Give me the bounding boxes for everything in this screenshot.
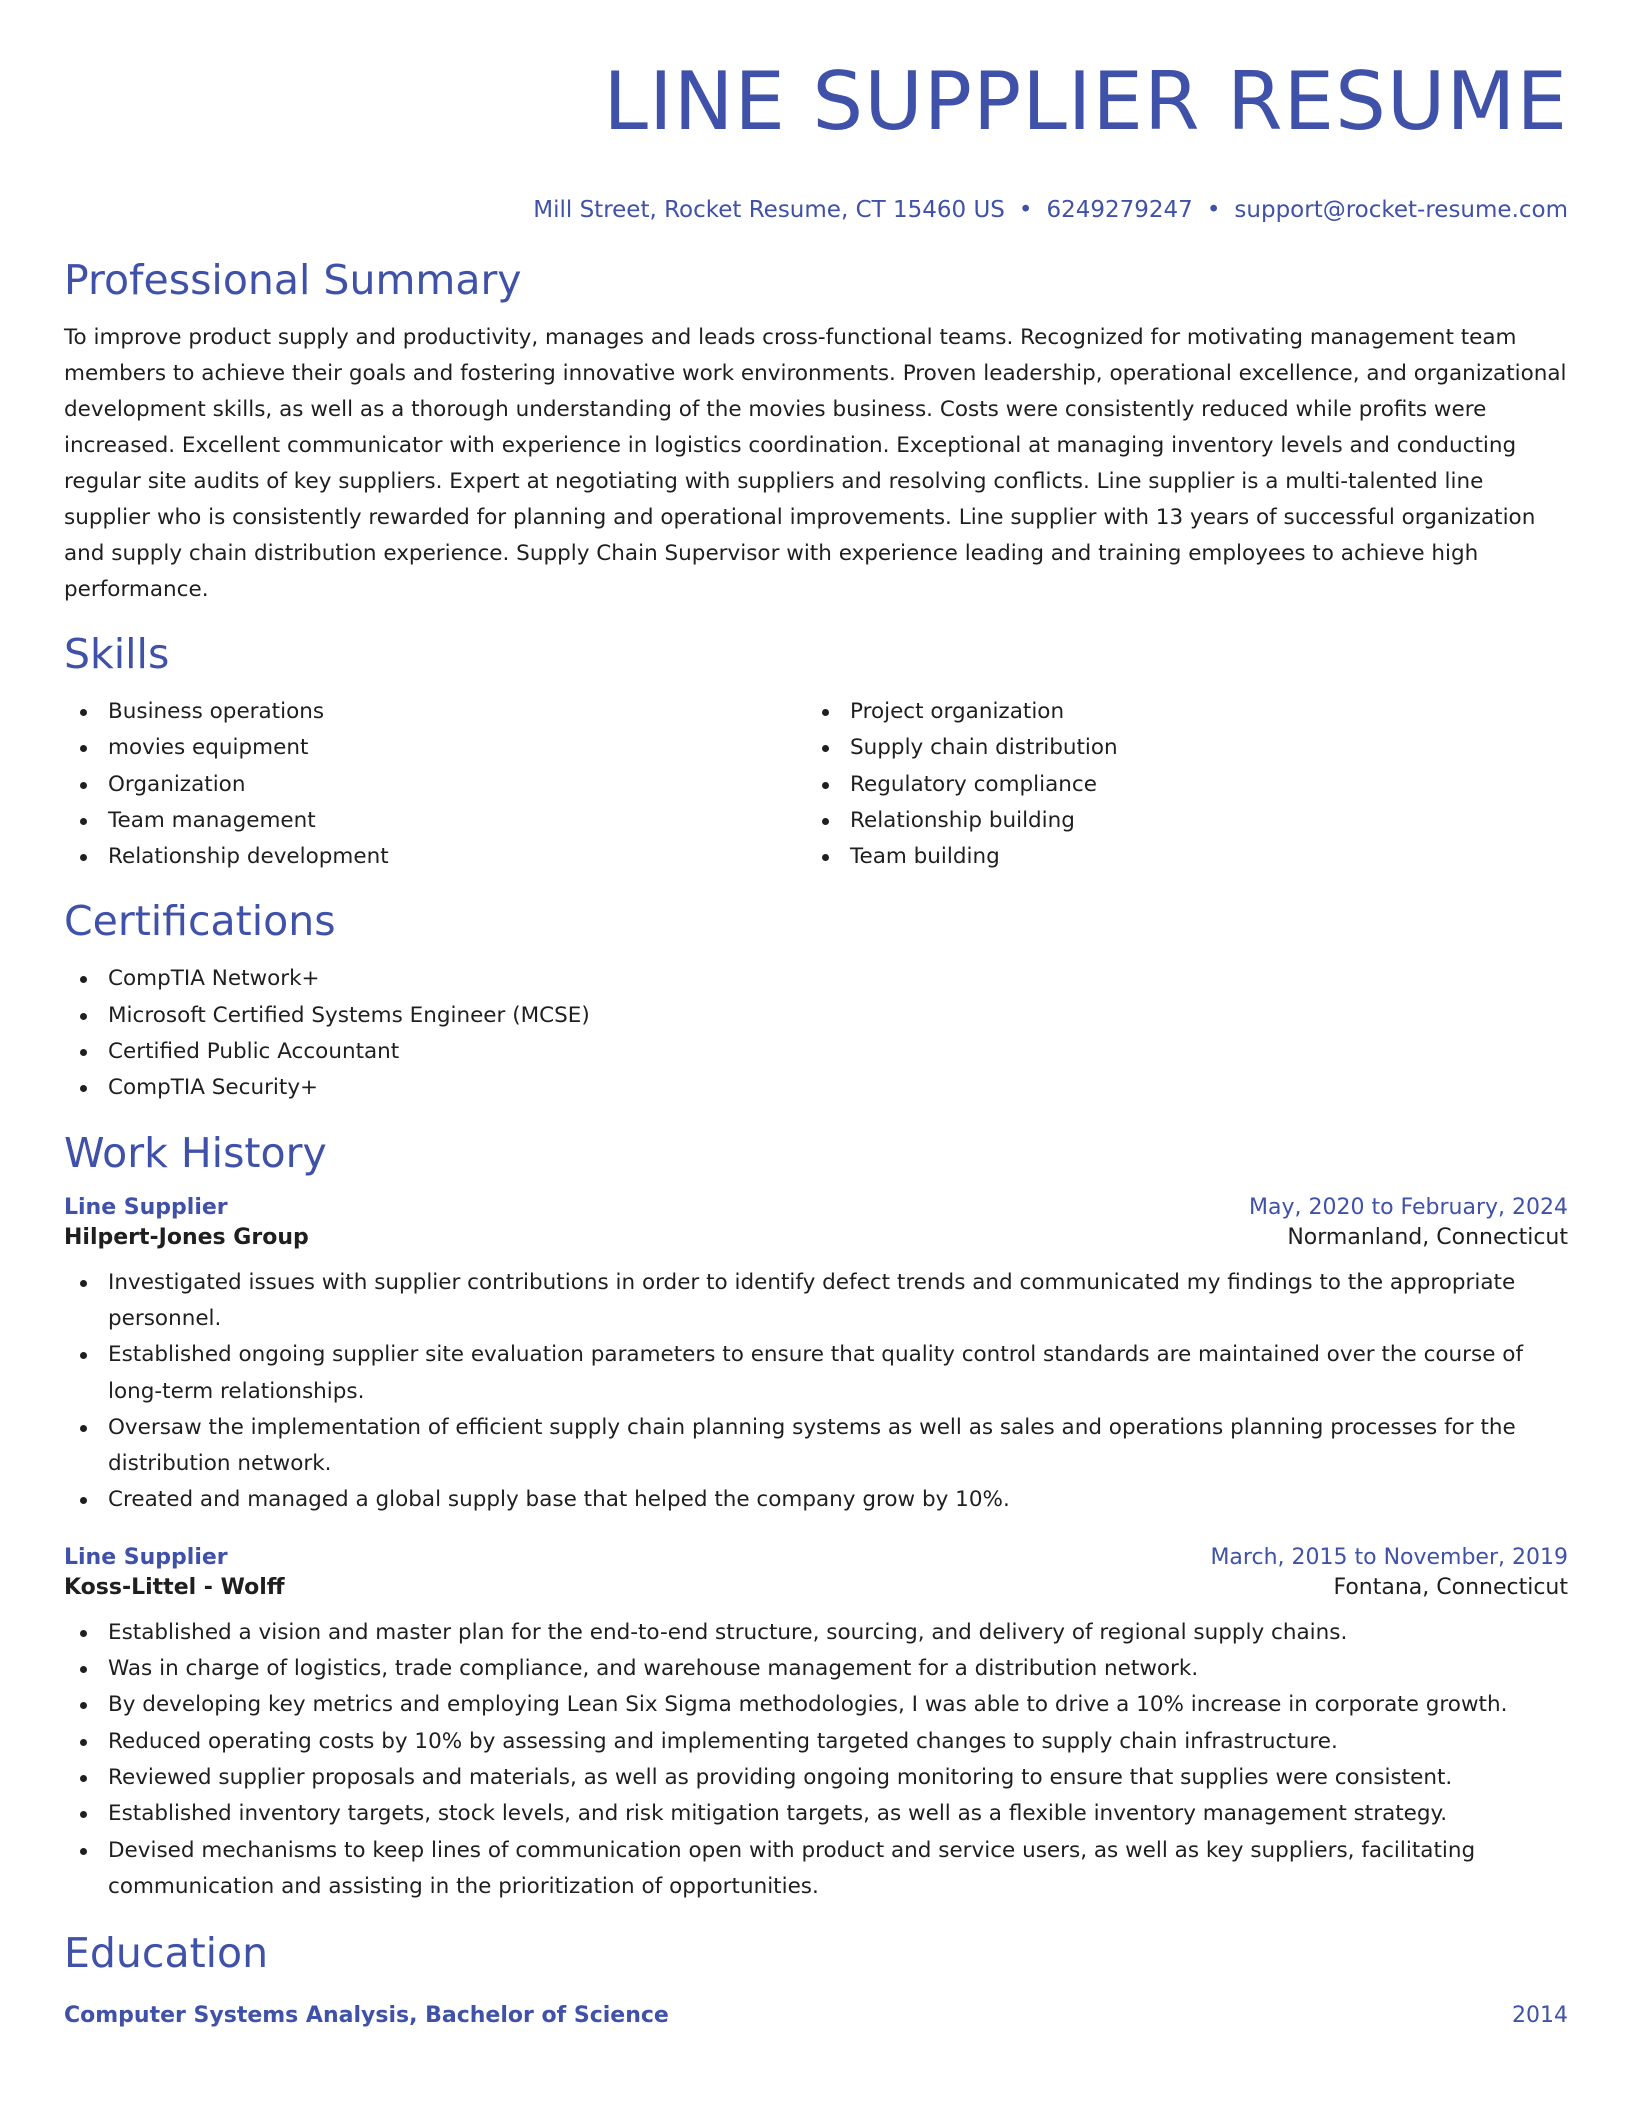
- certifications-heading: Certifications: [64, 897, 336, 946]
- job-bullets: [64, 1265, 1568, 1519]
- job-dates: May, 2020 to February, 2024: [1249, 1194, 1568, 1220]
- education-degree: Computer Systems Analysis, Bachelor of Science: [64, 2003, 669, 2029]
- job-title: Line Supplier: [64, 1544, 228, 1570]
- job-bullet: Oversaw the implementation of efficient supply chain planning systems as well as sales and operations planning processes for the distribution network.: [64, 1410, 1568, 1483]
- job-company: Hilpert-Jones Group: [64, 1224, 309, 1250]
- job-title-row: [64, 1193, 1568, 1223]
- education-year: 2014: [1512, 2003, 1568, 2029]
- contact-separator: •: [1206, 197, 1221, 223]
- contact-line: [64, 196, 1568, 224]
- education-entry: [64, 2001, 1568, 2031]
- skill-item: Team building: [806, 839, 1548, 875]
- contact-phone: 6249279247: [1046, 197, 1193, 223]
- contact-email[interactable]: support@rocket-resume.com: [1234, 197, 1568, 223]
- summary-heading: Professional Summary: [64, 256, 522, 304]
- job-bullet: Devised mechanisms to keep lines of communication open with product and service users, as well as key suppliers, facilitating communication and assisting in the prioritization of opportunities.: [64, 1833, 1568, 1906]
- skill-item: Relationship development: [64, 839, 806, 875]
- skill-item: Business operations: [64, 694, 806, 730]
- summary-text: To improve product supply and productivity, manages and leads cross-functional teams. Recognized for motivating management team members to achieve their goals and fostering innovative work environments. Proven leadership, operational excellence, and organizational development skills, as well as a thorough understanding of the movies business. Costs were consistently reduced while profits were increased. Excellent communicator with experience in logistics coordination. Exceptional at managing inventory levels and conducting regular site audits of key suppliers. Expert at negotiating with suppliers and resolving conflicts. Line supplier is a multi-talented line supplier who is consistently rewarded for planning and operational improvements. Line supplier with 13 years of successful organization and supply chain distribution experience. Supply Chain Supervisor with experience leading and training employees to achieve high performance.: [64, 325, 1567, 602]
- job-entry: [64, 1543, 1568, 1905]
- job-bullet: Created and managed a global supply base that helped the company grow by 10%.: [64, 1482, 1568, 1518]
- job-bullet: Established ongoing supplier site evaluation parameters to ensure that quality control standards are maintained over the course of long-term relationships.: [64, 1337, 1568, 1410]
- certification-item: Certified Public Accountant: [64, 1034, 1568, 1070]
- job-bullet: Was in charge of logistics, trade compliance, and warehouse management for a distribution network.: [64, 1651, 1568, 1687]
- job-bullet: Investigated issues with supplier contributions in order to identify defect trends and communicated my findings to the appropriate personnel.: [64, 1265, 1568, 1338]
- skills-list: [64, 694, 1568, 875]
- skill-item: Relationship building: [806, 803, 1548, 839]
- job-bullet: Established inventory targets, stock levels, and risk mitigation targets, as well as a flexible inventory management strategy.: [64, 1796, 1568, 1832]
- job-bullet: Reduced operating costs by 10% by assessing and implementing targeted changes to supply chain infrastructure.: [64, 1724, 1568, 1760]
- job-bullet: Established a vision and master plan for the end-to-end structure, sourcing, and delivery of regional supply chains.: [64, 1615, 1568, 1651]
- job-location: Fontana, Connecticut: [1333, 1574, 1568, 1600]
- job-bullet: By developing key metrics and employing Lean Six Sigma methodologies, I was able to drive a 10% increase in corporate growth.: [64, 1687, 1568, 1723]
- certification-item: CompTIA Network+: [64, 961, 1568, 997]
- job-dates: March, 2015 to November, 2019: [1210, 1544, 1568, 1570]
- education-heading: Education: [64, 1929, 269, 1978]
- resume-title: LINE SUPPLIER RESUME: [603, 55, 1568, 148]
- skill-item: Organization: [64, 767, 806, 803]
- job-location: Normanland, Connecticut: [1287, 1224, 1568, 1250]
- certification-item: CompTIA Security+: [64, 1070, 1568, 1106]
- skills-column-right: [806, 694, 1548, 875]
- contact-address: Mill Street, Rocket Resume, CT 15460 US: [533, 197, 1005, 223]
- resume-header: [64, 54, 1568, 224]
- job-bullets: [64, 1615, 1568, 1905]
- skill-item: movies equipment: [64, 730, 806, 766]
- job-title: Line Supplier: [64, 1194, 228, 1220]
- skill-item: Team management: [64, 803, 806, 839]
- job-company: Koss-Littel - Wolff: [64, 1574, 285, 1600]
- skill-item: Regulatory compliance: [806, 767, 1548, 803]
- job-bullet: Reviewed supplier proposals and materials, as well as providing ongoing monitoring to ensure that supplies were consistent.: [64, 1760, 1568, 1796]
- skill-item: Supply chain distribution: [806, 730, 1548, 766]
- skill-item: Project organization: [806, 694, 1548, 730]
- job-company-row: [64, 1223, 1568, 1253]
- skills-column-left: [64, 694, 806, 875]
- contact-separator: •: [1018, 197, 1033, 223]
- work-history-heading: Work History: [64, 1128, 327, 1177]
- certifications-list: [64, 961, 1568, 1106]
- resume-page: [64, 0, 1568, 2112]
- job-company-row: [64, 1573, 1568, 1603]
- skills-heading: Skills: [64, 630, 170, 678]
- job-entry: [64, 1193, 1568, 1519]
- certification-item: Microsoft Certified Systems Engineer (MCSE): [64, 998, 1568, 1034]
- job-title-row: [64, 1543, 1568, 1573]
